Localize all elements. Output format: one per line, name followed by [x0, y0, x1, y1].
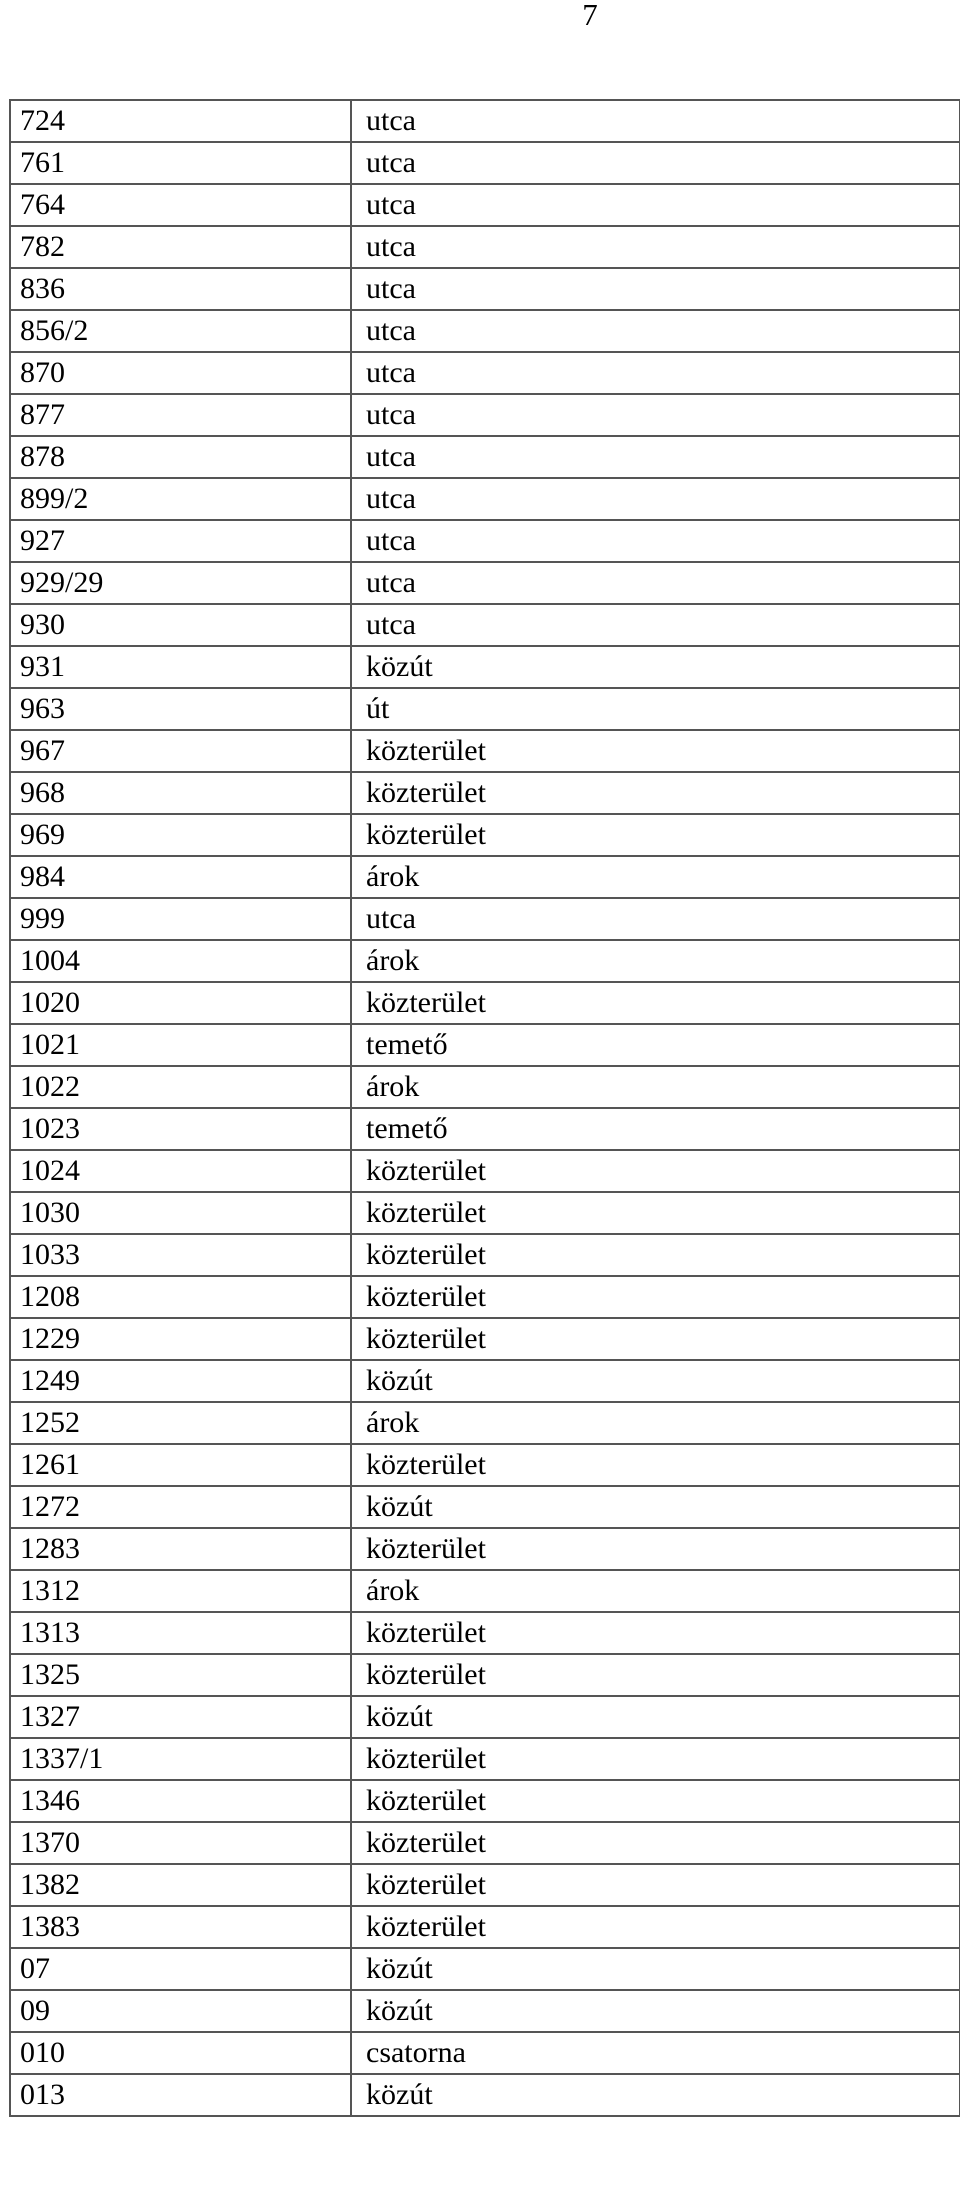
parcel-type-cell: árok [351, 1066, 960, 1108]
parcel-number-cell: 1022 [10, 1066, 351, 1108]
parcel-type-cell: közterület [351, 1192, 960, 1234]
parcel-type-cell: közút [351, 1486, 960, 1528]
parcel-number-cell: 870 [10, 352, 351, 394]
table-row [10, 1990, 960, 2032]
parcel-type-cell: közút [351, 1948, 960, 1990]
parcel-number-cell: 927 [10, 520, 351, 562]
parcel-number-cell: 1024 [10, 1150, 351, 1192]
table-row [10, 898, 960, 940]
parcel-number-cell: 1033 [10, 1234, 351, 1276]
table-row [10, 142, 960, 184]
parcel-type-cell: közút [351, 1360, 960, 1402]
table-row [10, 184, 960, 226]
parcel-type-cell: közterület [351, 772, 960, 814]
table-row [10, 1612, 960, 1654]
parcel-number-cell: 968 [10, 772, 351, 814]
parcel-number-cell: 856/2 [10, 310, 351, 352]
parcel-number-cell: 1383 [10, 1906, 351, 1948]
table-row [10, 2074, 960, 2116]
table-row [10, 1780, 960, 1822]
table-row [10, 1150, 960, 1192]
parcel-number-cell: 1261 [10, 1444, 351, 1486]
parcel-number-cell: 1325 [10, 1654, 351, 1696]
table-row [10, 436, 960, 478]
parcel-type-cell: utca [351, 520, 960, 562]
parcel-type-cell: közterület [351, 1150, 960, 1192]
parcel-number-cell: 969 [10, 814, 351, 856]
parcel-number-cell: 1023 [10, 1108, 351, 1150]
parcel-type-cell: közterület [351, 1738, 960, 1780]
table-row [10, 1822, 960, 1864]
parcel-type-cell: közút [351, 1696, 960, 1738]
table-row [10, 982, 960, 1024]
parcel-number-cell: 1004 [10, 940, 351, 982]
parcel-number-cell: 07 [10, 1948, 351, 1990]
parcel-number-cell: 967 [10, 730, 351, 772]
parcel-number-cell: 1249 [10, 1360, 351, 1402]
parcel-type-cell: árok [351, 940, 960, 982]
parcel-type-cell: közterület [351, 1654, 960, 1696]
table-row [10, 562, 960, 604]
parcel-number-cell: 1382 [10, 1864, 351, 1906]
table-row [10, 940, 960, 982]
table-row [10, 772, 960, 814]
parcel-number-cell: 1327 [10, 1696, 351, 1738]
table-row [10, 268, 960, 310]
parcel-table-body [10, 100, 960, 2116]
table-row [10, 1276, 960, 1318]
table-row [10, 520, 960, 562]
table-row [10, 1360, 960, 1402]
parcel-type-cell: utca [351, 310, 960, 352]
parcel-type-cell: közterület [351, 814, 960, 856]
table-row [10, 1864, 960, 1906]
parcel-type-cell: utca [351, 352, 960, 394]
parcel-number-cell: 782 [10, 226, 351, 268]
page-number: 7 [582, 0, 598, 32]
table-row [10, 1486, 960, 1528]
parcel-number-cell: 1030 [10, 1192, 351, 1234]
parcel-number-cell: 930 [10, 604, 351, 646]
table-row [10, 100, 960, 142]
parcel-table [9, 99, 960, 2117]
table-row [10, 646, 960, 688]
parcel-type-cell: csatorna [351, 2032, 960, 2074]
table-row [10, 394, 960, 436]
table-row [10, 1024, 960, 1066]
parcel-type-cell: közút [351, 2074, 960, 2116]
parcel-type-cell: utca [351, 268, 960, 310]
parcel-number-cell: 999 [10, 898, 351, 940]
parcel-type-cell: árok [351, 1570, 960, 1612]
parcel-number-cell: 1346 [10, 1780, 351, 1822]
table-row [10, 730, 960, 772]
parcel-type-cell: árok [351, 856, 960, 898]
parcel-type-cell: utca [351, 394, 960, 436]
parcel-type-cell: utca [351, 604, 960, 646]
parcel-number-cell: 1252 [10, 1402, 351, 1444]
parcel-number-cell: 877 [10, 394, 351, 436]
parcel-number-cell: 929/29 [10, 562, 351, 604]
parcel-number-cell: 1229 [10, 1318, 351, 1360]
table-row [10, 1444, 960, 1486]
table-row [10, 1108, 960, 1150]
parcel-number-cell: 963 [10, 688, 351, 730]
table-row [10, 1402, 960, 1444]
parcel-number-cell: 724 [10, 100, 351, 142]
parcel-type-cell: utca [351, 142, 960, 184]
table-row [10, 352, 960, 394]
parcel-type-cell: közterület [351, 1612, 960, 1654]
parcel-number-cell: 836 [10, 268, 351, 310]
parcel-number-cell: 984 [10, 856, 351, 898]
parcel-type-cell: közterület [351, 1780, 960, 1822]
parcel-type-cell: utca [351, 226, 960, 268]
parcel-type-cell: közterület [351, 1276, 960, 1318]
parcel-type-cell: utca [351, 100, 960, 142]
table-row [10, 1696, 960, 1738]
parcel-number-cell: 764 [10, 184, 351, 226]
parcel-type-cell: temető [351, 1108, 960, 1150]
parcel-type-cell: közterület [351, 730, 960, 772]
table-row [10, 1192, 960, 1234]
parcel-type-cell: közterület [351, 1906, 960, 1948]
table-row [10, 1948, 960, 1990]
parcel-type-cell: árok [351, 1402, 960, 1444]
parcel-type-cell: közterület [351, 1822, 960, 1864]
parcel-type-cell: út [351, 688, 960, 730]
table-row [10, 478, 960, 520]
table-row [10, 1528, 960, 1570]
parcel-number-cell: 1020 [10, 982, 351, 1024]
table-row [10, 226, 960, 268]
table-row [10, 604, 960, 646]
table-row [10, 1738, 960, 1780]
parcel-type-cell: utca [351, 898, 960, 940]
parcel-type-cell: közterület [351, 1318, 960, 1360]
parcel-number-cell: 878 [10, 436, 351, 478]
parcel-number-cell: 931 [10, 646, 351, 688]
parcel-number-cell: 899/2 [10, 478, 351, 520]
parcel-type-cell: közterület [351, 982, 960, 1024]
parcel-number-cell: 1370 [10, 1822, 351, 1864]
table-row [10, 1654, 960, 1696]
parcel-type-cell: utca [351, 562, 960, 604]
table-row [10, 1066, 960, 1108]
table-row [10, 1318, 960, 1360]
parcel-number-cell: 1021 [10, 1024, 351, 1066]
parcel-number-cell: 1272 [10, 1486, 351, 1528]
parcel-type-cell: közút [351, 1990, 960, 2032]
parcel-type-cell: közterület [351, 1528, 960, 1570]
parcel-number-cell: 1283 [10, 1528, 351, 1570]
parcel-type-cell: utca [351, 184, 960, 226]
parcel-type-cell: közút [351, 646, 960, 688]
parcel-type-cell: közterület [351, 1444, 960, 1486]
parcel-number-cell: 1337/1 [10, 1738, 351, 1780]
table-row [10, 2032, 960, 2074]
table-row [10, 310, 960, 352]
table-row [10, 1234, 960, 1276]
table-row [10, 1906, 960, 1948]
table-row [10, 688, 960, 730]
parcel-number-cell: 1312 [10, 1570, 351, 1612]
parcel-type-cell: utca [351, 436, 960, 478]
parcel-number-cell: 1208 [10, 1276, 351, 1318]
parcel-number-cell: 761 [10, 142, 351, 184]
table-row [10, 856, 960, 898]
parcel-type-cell: utca [351, 478, 960, 520]
parcel-number-cell: 1313 [10, 1612, 351, 1654]
parcel-number-cell: 013 [10, 2074, 351, 2116]
table-row [10, 814, 960, 856]
parcel-number-cell: 010 [10, 2032, 351, 2074]
table-row [10, 1570, 960, 1612]
parcel-type-cell: közterület [351, 1234, 960, 1276]
parcel-number-cell: 09 [10, 1990, 351, 2032]
parcel-type-cell: közterület [351, 1864, 960, 1906]
parcel-type-cell: temető [351, 1024, 960, 1066]
